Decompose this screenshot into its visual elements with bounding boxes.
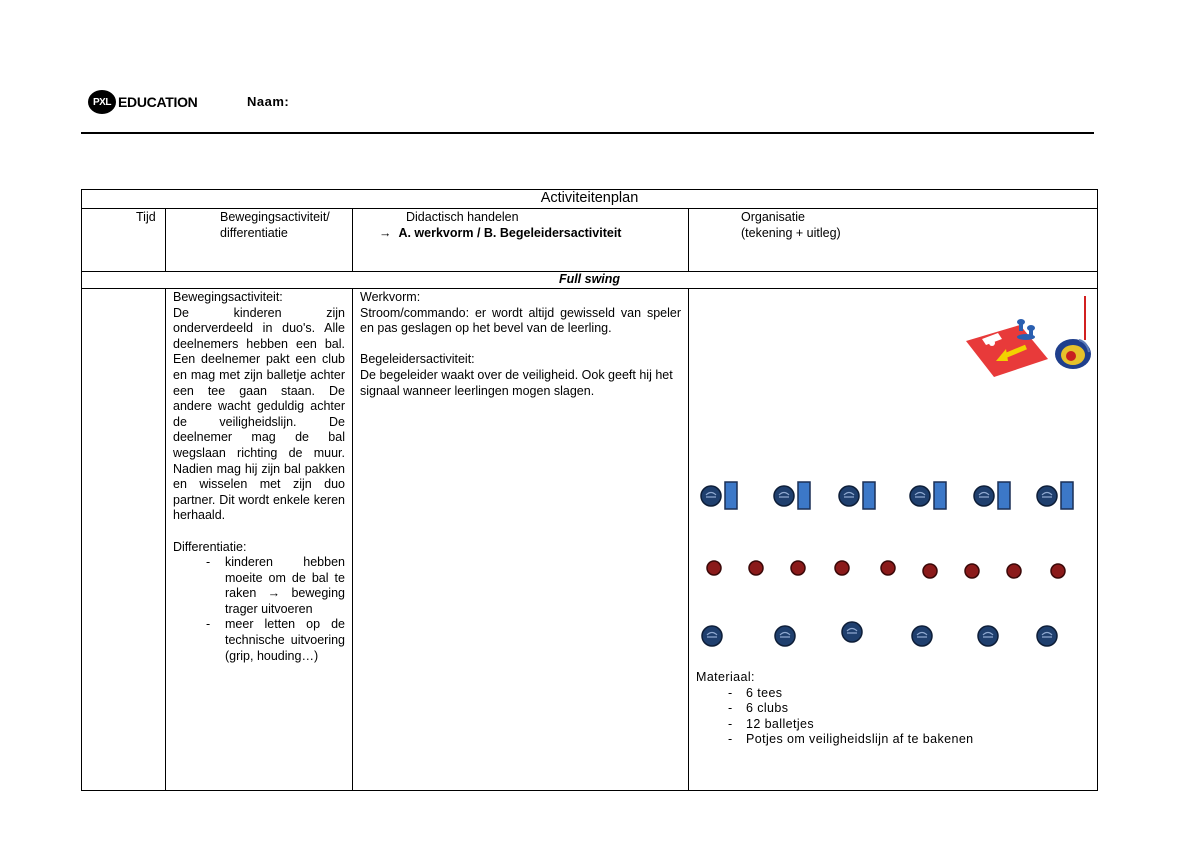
waiting-player bbox=[978, 626, 998, 646]
begeleider-heading: Begeleidersactiviteit: bbox=[360, 352, 475, 367]
table-line bbox=[165, 208, 166, 271]
material-item: - 12 balletjes bbox=[696, 717, 1091, 733]
logo-mark: PXL bbox=[88, 90, 116, 114]
waiting-player bbox=[912, 626, 932, 646]
movement-body: De kinderen zijn onderverdeeld in duo's. Alle deelnemers hebben een bal. Een deelnemer pakt een club en mag met zijn balletje achter een tee gaan staan. De andere wacht geduldig achter de veiligheidslijn. De deelnemer mag de bal wegslaan richting de muur. Nadien mag hij zijn bal pakken en wisselen met zijn duo partner. Dit wordt enkele keren herhaald. bbox=[173, 305, 345, 523]
header-movement-line2: differentiatie bbox=[220, 226, 288, 240]
header-didactic-sub: A. werkvorm / B. Begeleidersactiviteit bbox=[398, 226, 622, 240]
player-with-club bbox=[774, 486, 794, 506]
material-item: - 6 tees bbox=[696, 686, 1091, 702]
movement-heading: Bewegingsactiviteit: bbox=[173, 290, 283, 304]
waiting-player bbox=[702, 626, 722, 646]
movement-cell bbox=[173, 290, 345, 664]
safety-cone bbox=[923, 564, 937, 578]
waiting-player bbox=[842, 622, 862, 642]
header-didactic-line1: Didactisch handelen bbox=[406, 210, 519, 224]
table-line bbox=[165, 288, 166, 790]
table-title: Activiteitenplan bbox=[540, 190, 639, 206]
section-title: Full swing bbox=[558, 272, 621, 286]
didactic-cell bbox=[360, 290, 681, 399]
club-marker bbox=[1061, 482, 1073, 509]
safety-cone bbox=[965, 564, 979, 578]
werkvorm-body: Stroom/commando: er wordt altijd gewisseld van speler en pas geslagen op het bevel van de leerling. bbox=[360, 305, 681, 336]
player-with-club bbox=[701, 486, 721, 506]
field-diagram bbox=[689, 479, 1097, 669]
name-label: Naam: bbox=[247, 94, 290, 109]
safety-cone bbox=[881, 561, 895, 575]
arrow-icon: → bbox=[379, 226, 392, 240]
table-border-bottom bbox=[81, 790, 1098, 791]
header-rule bbox=[81, 132, 1094, 134]
arrow-icon: → bbox=[267, 586, 281, 601]
safety-cone bbox=[1007, 564, 1021, 578]
table-line bbox=[81, 288, 1098, 289]
safety-cone bbox=[749, 561, 763, 575]
player-with-club bbox=[1037, 486, 1057, 506]
material-item: - 6 clubs bbox=[696, 701, 1091, 717]
material-item: - Potjes om veiligheidslijn af te bakenen bbox=[696, 732, 1091, 748]
differentiation-heading: Differentiatie: bbox=[173, 539, 247, 554]
header-organisation-line1: Organisatie bbox=[741, 210, 805, 224]
waiting-player bbox=[775, 626, 795, 646]
table-line bbox=[688, 208, 689, 271]
header-time: Tijd bbox=[136, 210, 156, 224]
header-movement-line1: Bewegingsactiviteit/ bbox=[220, 210, 330, 224]
safety-cone bbox=[707, 561, 721, 575]
table-line bbox=[352, 288, 353, 790]
tee-mat-icon bbox=[964, 319, 1054, 379]
player-with-club bbox=[910, 486, 930, 506]
table-line bbox=[81, 208, 1098, 209]
club-marker bbox=[934, 482, 946, 509]
driver-club-icon bbox=[1051, 296, 1096, 376]
safety-cone bbox=[835, 561, 849, 575]
logo-text: EDUCATION bbox=[118, 94, 198, 110]
safety-cone bbox=[1051, 564, 1065, 578]
werkvorm-heading: Werkvorm: bbox=[360, 290, 421, 304]
club-marker bbox=[798, 482, 810, 509]
table-line bbox=[352, 208, 353, 271]
header-didactic-line2 bbox=[379, 226, 621, 242]
begeleider-body: De begeleider waakt over de veiligheid. Ook geeft hij het signaal wanneer leerlingen mogen slagen. bbox=[360, 367, 673, 398]
club-marker bbox=[998, 482, 1010, 509]
player-with-club bbox=[974, 486, 994, 506]
waiting-player bbox=[1037, 626, 1057, 646]
materials-block bbox=[696, 670, 1091, 748]
pxl-education-logo bbox=[88, 90, 197, 114]
club-marker bbox=[863, 482, 875, 509]
club-marker bbox=[725, 482, 737, 509]
safety-cone bbox=[791, 561, 805, 575]
activity-plan-table bbox=[81, 189, 1098, 791]
materials-heading: Materiaal: bbox=[696, 670, 755, 684]
differentiation-item: - kinderen hebben moeite om de bal te raken → beweging trager uitvoeren bbox=[173, 555, 345, 617]
header-organisation-line2: (tekening + uitleg) bbox=[741, 226, 841, 240]
differentiation-item: - meer letten op de technische uitvoering (grip, houding…) bbox=[173, 617, 345, 664]
player-with-club bbox=[839, 486, 859, 506]
